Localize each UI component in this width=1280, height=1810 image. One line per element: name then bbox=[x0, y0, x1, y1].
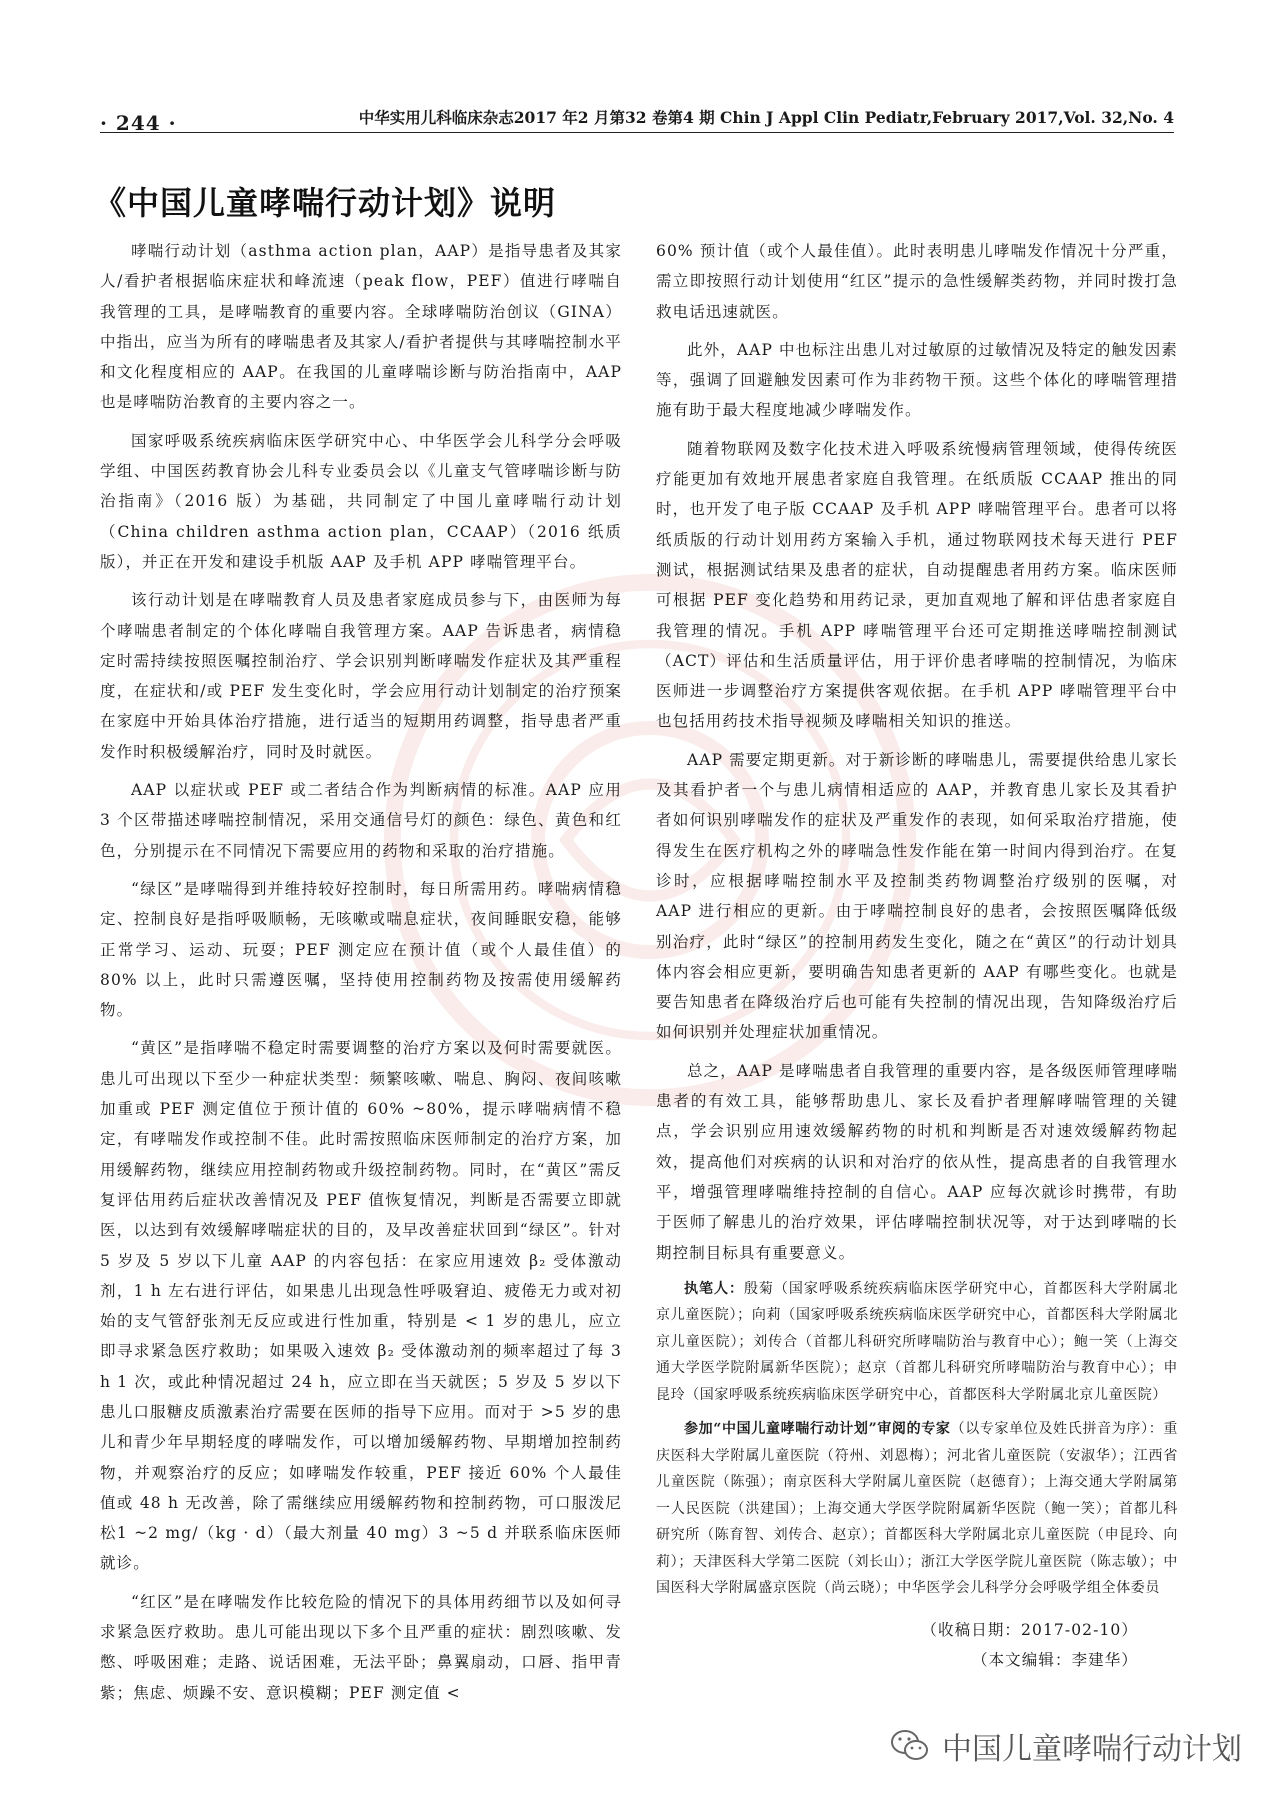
wechat-account-watermark bbox=[890, 1724, 1242, 1768]
paragraph: AAP 以症状或 PEF 或二者结合作为判断病情的标准。AAP 应用 3 个区带描述哮喘控制情况，采用交通信号灯的颜色：绿色、黄色和红色，分别提示在不同情况下需要应用的药物和采取的治疗措施。 bbox=[100, 781, 622, 860]
paragraph: “红区”是在哮喘发作比较危险的情况下的具体用药细节以及如何寻求紧急医疗救助。患儿可能出现以下多个且严重的症状：剧烈咳嗽、发憋、呼吸困难；走路、说话困难，无法平卧；鼻翼扇动，口唇、指甲青紫；焦虑、烦躁不安、意识模糊；PEF 测定值 < bbox=[100, 1592, 622, 1702]
running-head: 中华实用儿科临床杂志2017 年2 月第32 卷第4 期 Chin J Appl Clin Pediatr,February 2017,Vol. 32,No. 4 bbox=[358, 108, 1174, 127]
wechat-account-name: 中国儿童哮喘行动计划 bbox=[942, 1732, 1242, 1767]
reviewers-note bbox=[656, 1416, 1178, 1602]
reviewers-label: 参加“中国儿童哮喘行动计划”审阅的专家 bbox=[684, 1421, 951, 1438]
received-date: （收稿日期：2017-02-10） bbox=[921, 1620, 1138, 1639]
authors-label: 执笔人： bbox=[684, 1280, 744, 1297]
paragraph: AAP 需要定期更新。对于新诊断的哮喘患儿，需要提供给患儿家长及其看护者一个与患儿病情相适应的 AAP，并教育患儿家长及其看护者如何识别哮喘发作的症状及严重发作的表现，如何采取治疗措施，使得发生在医疗机构之外的哮喘急性发作能在第一时间内得到治疗。在复诊时，应根据哮喘控制水平及控制类药物调整治疗级别的医嘱，对 AAP 进行相应的更新。由于哮喘控制良好的患者，会按照医嘱降低级别治疗，此时“绿区”的控制用药发生变化，随之在“黄区”的行动计划具体内容会相应更新，要明确告知患者更新的 AAP 有哪些变化。也就是要告知患者在降级治疗后也可能有失控制的情况出现，告知降级治疗后如何识别并处理症状加重情况。 bbox=[656, 750, 1178, 1042]
paragraph: 哮喘行动计划（asthma action plan，AAP）是指导患者及其家人/看护者根据临床症状和峰流速（peak flow，PEF）值进行哮喘自我管理的工具，是哮喘教育的重要内容。全球哮喘防治创议（GINA）中指出，应当为所有的哮喘患者及其家人/看护者提供与其哮喘控制水平和文化程度相应的 AAP。在我国的儿童哮喘诊断与防治指南中，AAP 也是哮喘防治教育的主要内容之一。 bbox=[100, 242, 622, 412]
authors-note bbox=[656, 1276, 1178, 1409]
paragraph: “黄区”是指哮喘不稳定时需要调整的治疗方案以及何时需要就医。患儿可出现以下至少一种症状类型：频繁咳嗽、喘息、胸闷、夜间咳嗽加重或 PEF 测定值位于预计值的 60% ~80%，提示哮喘病情不稳定，有哮喘发作或控制不佳。此时需按照临床医师制定的治疗方案，加用缓解药物，继续应用控制药物或升级控制药物。同时，在“黄区”需反复评估用药后症状改善情况及 PEF 值恢复情况，判断是否需要立即就医，以达到有效缓解哮喘症状的目的，及早改善症状回到“绿区”。针对 5 岁及 5 岁以下儿童 AAP 的内容包括：在家应用速效 β₂ 受体激动剂，1 h 左右进行评估，如果患儿出现急性呼吸窘迫、疲倦无力或对初始的支气管舒张剂无反应或进行性加重，特别是 < 1 岁的患儿，应立即寻求紧急医疗救助；如果吸入速效 β₂ 受体激动剂的频率超过了每 3 h 1 次，或此种情况超过 24 h，应立即在当天就医；5 岁及 5 岁以下患儿口服糖皮质激素治疗需要在医师的指导下应用。而对于 >5 岁的患儿和青少年早期轻度的哮喘发作，可以增加缓解药物、早期增加控制药物，并观察治疗的反应；如哮喘发作较重，PEF 接近 60% 个人最佳值或 48 h 无改善，除了需继续应用缓解药物和控制药物，可口服泼尼松1 ~2 mg/（kg · d）（最大剂量 40 mg）3 ~5 d 并联系临床医师就诊。 bbox=[100, 1039, 622, 1573]
paragraph: 随着物联网及数字化技术进入呼吸系统慢病管理领域，使得传统医疗能更加有效地开展患者家庭自我管理。在纸质版 CCAAP 推出的同时，也开发了电子版 CCAAP 及手机 APP 哮喘管理平台。患者可以将纸质版的行动计划用药方案输入手机，通过物联网技术每天进行 PEF 测试，根据测试结果及患者的症状，自动提醒患者用药方案。临床医师可根据 PEF 变化趋势和用药记录，更加直观地了解和评估患者家庭自我管理的情况。手机 APP 哮喘管理平台还可定期推送哮喘控制测试（ACT）评估和生活质量评估，用于评价患者哮喘的控制情况，为临床医师进一步调整治疗方案提供客观依据。在手机 APP 哮喘管理平台中也包括用药技术指导视频及哮喘相关知识的推送。 bbox=[656, 439, 1178, 731]
article-title: 《中国儿童哮喘行动计划》说明 bbox=[94, 184, 557, 222]
header-rule bbox=[100, 132, 1174, 133]
right-column bbox=[656, 236, 1178, 1676]
paragraph: 该行动计划是在哮喘教育人员及患者家庭成员参与下，由医师为每个哮喘患者制定的个体化哮喘自我管理方案。AAP 告诉患者，病情稳定时需持续按照医嘱控制治疗、学会识别判断哮喘发作症状及其严重程度，在症状和/或 PEF 发生变化时，学会应用行动计划制定的治疗预案在家庭中开始具体治疗措施，进行适当的短期用药调整，指导患者严重发作时积极缓解治疗，同时及时就医。 bbox=[100, 591, 622, 761]
authors-text: 殷菊（国家呼吸系统疾病临床医学研究中心，首都医科大学附属北京儿童医院）；向莉（国家呼吸系统疾病临床医学研究中心，首都医科大学附属北京儿童医院）；刘传合（首都儿科研究所哮喘防治与教育中心）；鲍一笑（上海交通大学医学院附属新华医院）；赵京（首都儿科研究所哮喘防治与教育中心）；申昆玲（国家呼吸系统疾病临床医学研究中心，首都医科大学附属北京儿童医院） bbox=[656, 1280, 1178, 1403]
article-dates bbox=[656, 1616, 1138, 1674]
paragraph: 此外，AAP 中也标注出患儿对过敏原的过敏情况及特定的触发因素等，强调了回避触发因素可作为非药物干预。这些个体化的哮喘管理措施有助于最大程度地减少哮喘发作。 bbox=[656, 340, 1178, 420]
paragraph: 60% 预计值（或个人最佳值）。此时表明患儿哮喘发作情况十分严重，需立即按照行动计划使用“红区”提示的急性缓解类药物，并同时拨打急救电话迅速就医。 bbox=[656, 242, 1178, 321]
paragraph: 国家呼吸系统疾病临床医学研究中心、中华医学会儿科学分会呼吸学组、中国医药教育协会儿科专业委员会以《儿童支气管哮喘诊断与防治指南》（2016 版）为基础，共同制定了中国儿童哮喘行动计划（China children asthma action plan，CCAAP）（2016 纸质版），并正在开发和建设手机版 AAP 及手机 APP 哮喘管理平台。 bbox=[100, 431, 622, 571]
editor-credit: （本文编辑：李建华） bbox=[971, 1650, 1138, 1669]
reviewers-text: （以专家单位及姓氏拼音为序）：重庆医科大学附属儿童医院（符州、刘恩梅）；河北省儿童医院（安淑华）；江西省儿童医院（陈强）；南京医科大学附属儿童医院（赵德育）；上海交通大学附属第一人民医院（洪建国）；上海交通大学医学院附属新华医院（鲍一笑）；首都儿科研究所（陈育智、刘传合、赵京）；首都医科大学附属北京儿童医院（申昆玲、向莉）；天津医科大学第二医院（刘长山）；浙江大学医学院儿童医院（陈志敏）；中国医科大学附属盛京医院（尚云晓）；中华医学会儿科学分会呼吸学组全体委员 bbox=[656, 1421, 1178, 1597]
paragraph: “绿区”是哮喘得到并维持较好控制时，每日所需用药。哮喘病情稳定、控制良好是指呼吸顺畅，无咳嗽或喘息症状，夜间睡眠安稳，能够正常学习、运动、玩耍；PEF 测定应在预计值（或个人最佳值）的 80% 以上，此时只需遵医嘱，坚持使用控制药物及按需使用缓解药物。 bbox=[100, 879, 622, 1020]
wechat-icon bbox=[890, 1729, 930, 1763]
paragraph: 总之，AAP 是哮喘患者自我管理的重要内容，是各级医师管理哮喘患者的有效工具，能够帮助患儿、家长及看护者理解哮喘管理的关键点，学会识别应用速效缓解药物的时机和判断是否对速效缓解药物起效，提高他们对疾病的认识和对治疗的依从性，提高患者的自我管理水平，增强管理哮喘维持控制的自信心。AAP 应每次就诊时携带，有助于医师了解患儿的治疗效果，评估哮喘控制状况等，对于达到哮喘的长期控制目标具有重要意义。 bbox=[656, 1061, 1178, 1262]
page-number: · 244 · bbox=[100, 111, 177, 135]
left-column bbox=[100, 236, 622, 1716]
